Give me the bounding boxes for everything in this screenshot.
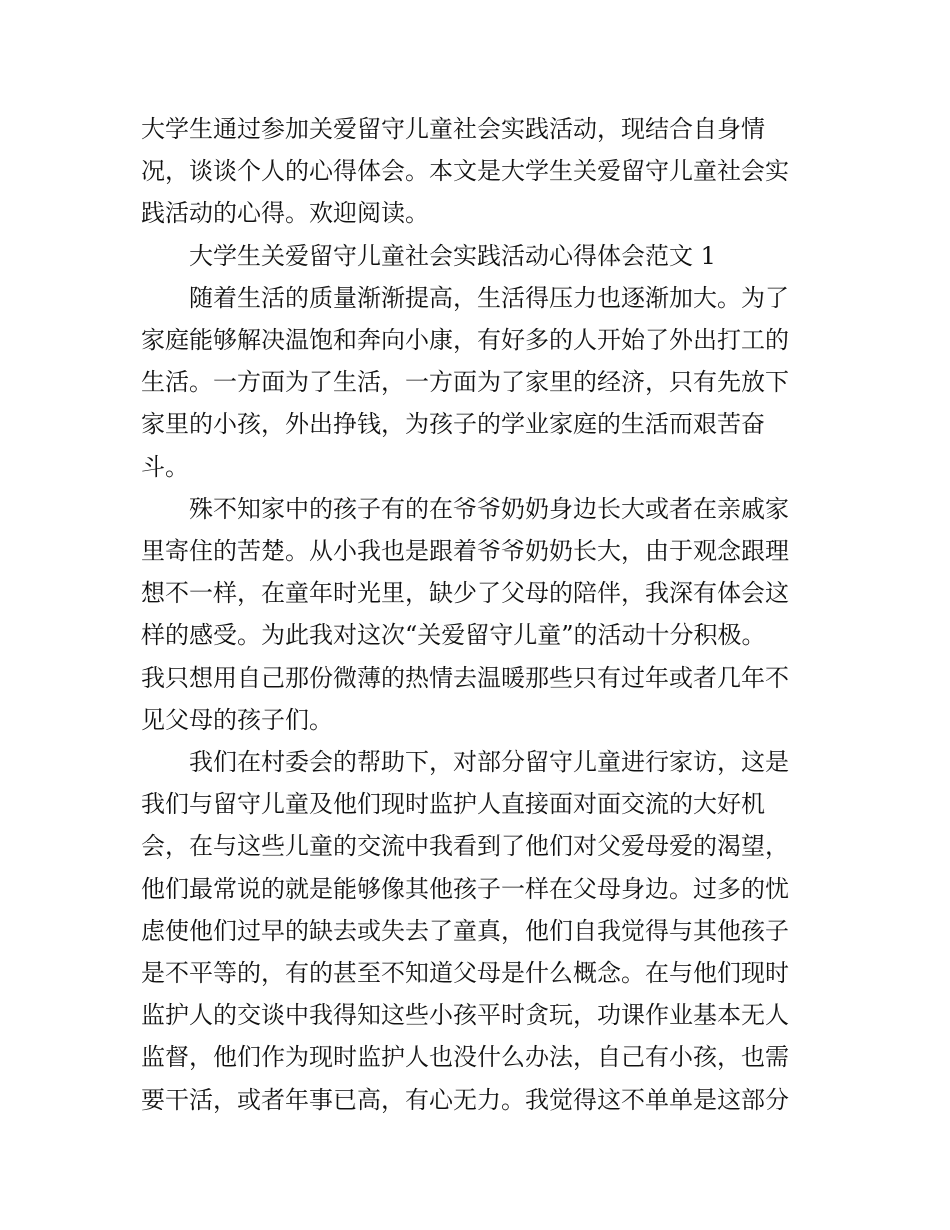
text-line: 监督，他们作为现时监护人也没什么办法，自己有小孩，也需 (141, 1043, 789, 1072)
section-heading (141, 235, 813, 277)
text-line: 是不平等的，有的甚至不知道父母是什么概念。在与他们现时 (141, 959, 789, 988)
text-line: 想不一样，在童年时光里，缺少了父母的陪伴，我深有体会这 (141, 579, 789, 608)
text-line: 我只想用自己那份微薄的热情去温暖那些只有过年或者几年不 (141, 663, 789, 692)
text-line: 践活动的心得。欢迎阅读。 (141, 199, 429, 228)
paragraph-intro (141, 108, 813, 235)
paragraph-2 (141, 488, 813, 741)
text-line: 生活。一方面为了生活，一方面为了家里的经济，只有先放下 (141, 368, 789, 397)
text-line: 会，在与这些儿童的交流中我看到了他们对父爱母爱的渴望， (141, 832, 789, 861)
text-line: 我们在村委会的帮助下，对部分留守儿童进行家访，这是 (189, 748, 789, 777)
paragraph-3 (141, 741, 813, 1121)
text-line: 他们最常说的就是能够像其他孩子一样在父母身边。过多的忧 (141, 874, 789, 903)
text-line: 斗。 (141, 452, 189, 481)
text-line: 见父母的孩子们。 (141, 705, 333, 734)
text-line: 大学生关爱留守儿童社会实践活动心得体会范文 1 (189, 241, 716, 270)
text-line: 家里的小孩，外出挣钱，为孩子的学业家庭的生活而艰苦奋 (141, 410, 765, 439)
document-body (141, 108, 813, 1121)
text-line: 要干活，或者年事已高，有心无力。我觉得这不单单是这部分 (141, 1085, 789, 1114)
text-line: 随着生活的质量渐渐提高，生活得压力也逐渐加大。为了 (189, 283, 789, 312)
text-line: 大学生通过参加关爱留守儿童社会实践活动，现结合自身情 (141, 115, 765, 143)
text-line: 监护人的交谈中我得知这些小孩平时贪玩，功课作业基本无人 (141, 1001, 789, 1030)
text-line: 家庭能够解决温饱和奔向小康，有好多的人开始了外出打工的 (141, 326, 789, 355)
text-line: 虑使他们过早的缺去或失去了童真，他们自我觉得与其他孩子 (141, 916, 789, 945)
text-line: 况，谈谈个人的心得体会。本文是大学生关爱留守儿童社会实 (141, 157, 789, 186)
text-line: 我们与留守儿童及他们现时监护人直接面对面交流的大好机 (141, 790, 765, 819)
text-line: 里寄住的苦楚。从小我也是跟着爷爷奶奶长大，由于观念跟理 (141, 537, 789, 566)
paragraph-1 (141, 277, 813, 488)
text-line: 样的感受。为此我对这次“关爱留守儿童”的活动十分积极。 (141, 621, 766, 650)
text-line: 殊不知家中的孩子有的在爷爷奶奶身边长大或者在亲戚家 (189, 494, 789, 523)
